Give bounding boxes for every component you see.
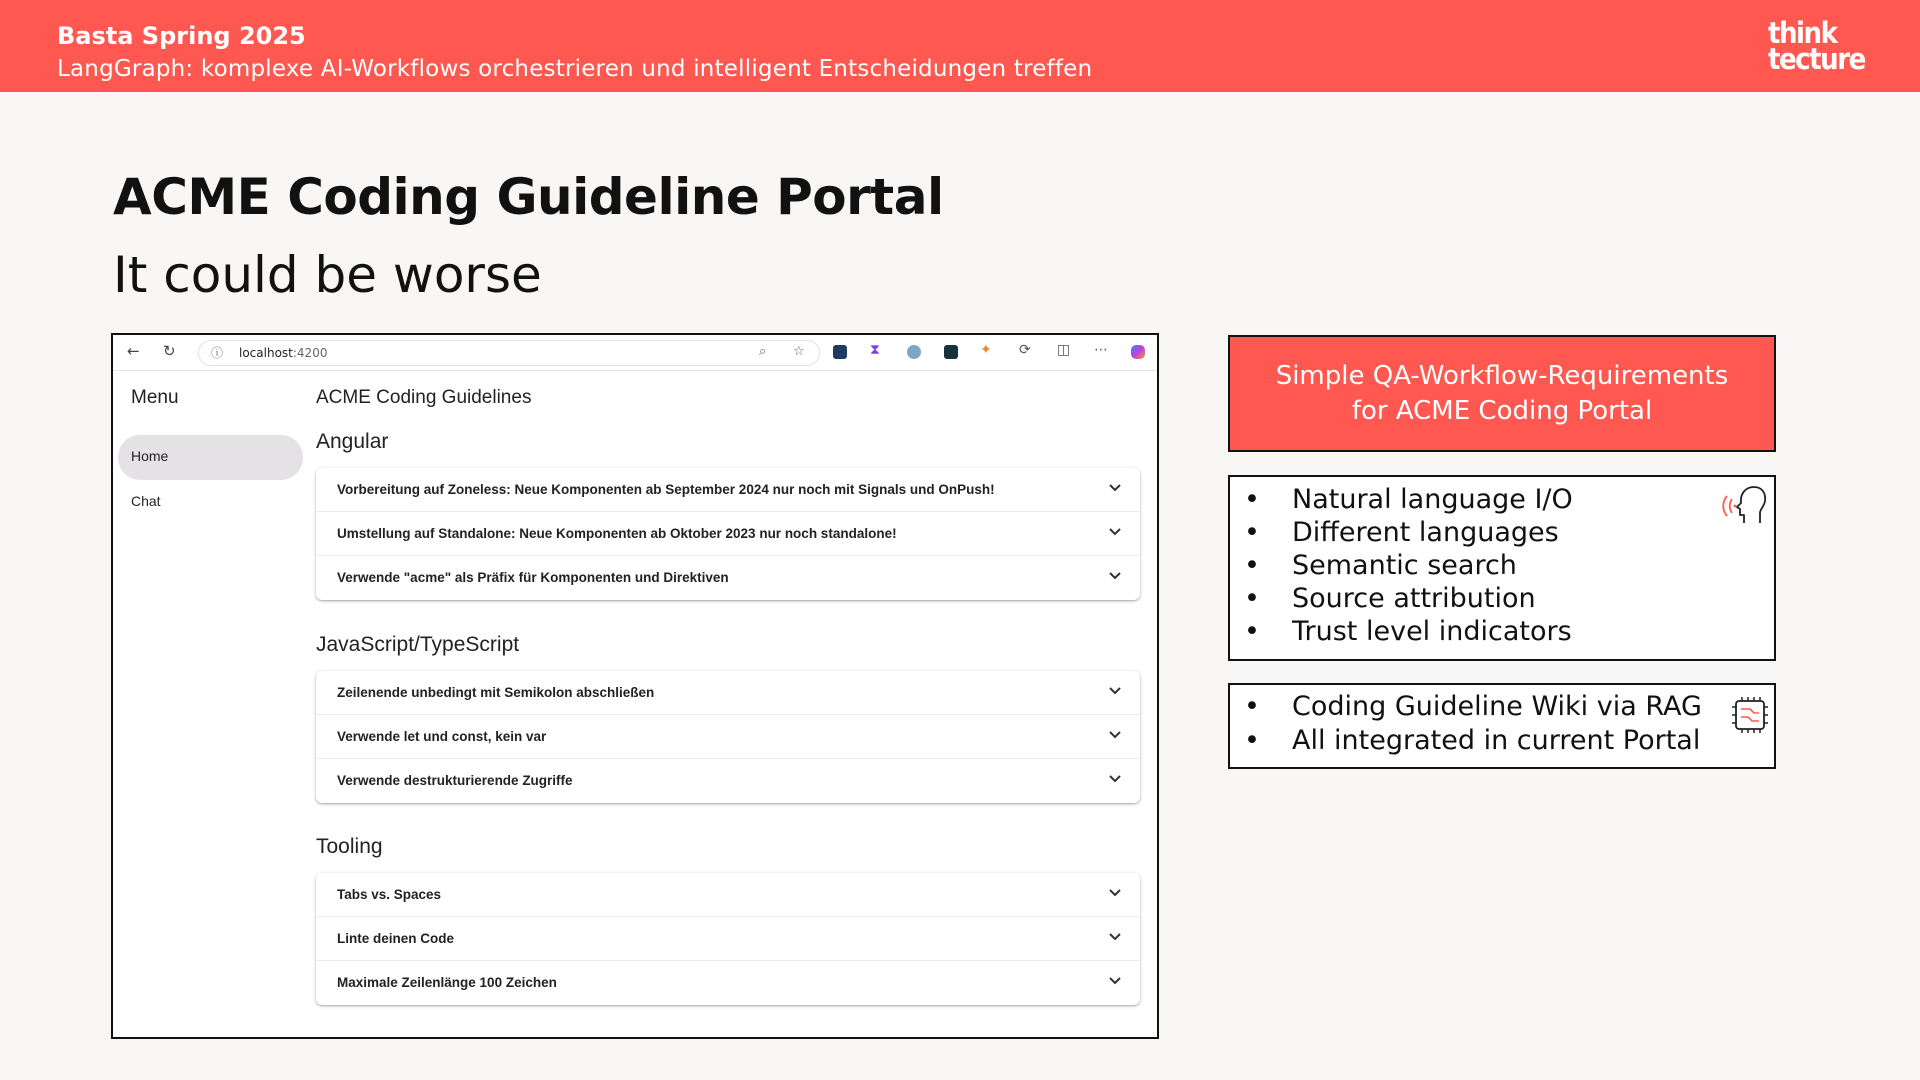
chevron-down-icon bbox=[1108, 483, 1122, 493]
chevron-down-icon bbox=[1108, 730, 1122, 740]
guideline-row[interactable] bbox=[316, 468, 1140, 512]
guideline-row[interactable] bbox=[316, 556, 1140, 600]
guideline-row[interactable] bbox=[316, 715, 1140, 759]
list-item: • All integrated in current Portal bbox=[1242, 724, 1702, 758]
section-heading-angular: Angular bbox=[316, 430, 389, 453]
guideline-label: Verwende "acme" als Präfix für Komponenten und Direktiven bbox=[337, 570, 729, 585]
requirements-title-box bbox=[1228, 335, 1776, 452]
talk-title: LangGraph: komplexe AI-Workflows orchestrieren und intelligent Entscheidungen treffen bbox=[57, 56, 1093, 82]
expansion-panel-group-javascript bbox=[316, 671, 1140, 803]
chevron-down-icon bbox=[1108, 571, 1122, 581]
list-item: • Coding Guideline Wiki via RAG bbox=[1242, 690, 1702, 724]
reload-icon[interactable]: ↻ bbox=[163, 342, 176, 360]
requirements-title bbox=[1230, 359, 1774, 429]
copilot-icon[interactable] bbox=[1131, 345, 1145, 359]
list-item: • Semantic search bbox=[1242, 549, 1573, 582]
extension-icon-4[interactable] bbox=[944, 345, 958, 359]
list-item: • Trust level indicators bbox=[1242, 615, 1573, 648]
browser-screenshot bbox=[111, 333, 1159, 1039]
guideline-label: Maximale Zeilenlänge 100 Zeichen bbox=[337, 975, 557, 990]
guideline-row[interactable] bbox=[316, 917, 1140, 961]
extension-icon-1[interactable] bbox=[833, 345, 847, 359]
split-view-icon[interactable]: ◫ bbox=[1057, 342, 1071, 358]
thinktecture-logo bbox=[1768, 16, 1865, 76]
menu-item-home-label: Home bbox=[131, 448, 169, 464]
more-icon[interactable]: ⋯ bbox=[1094, 342, 1108, 358]
guideline-label: Umstellung auf Standalone: Neue Komponenten ab Oktober 2023 nur noch standalone! bbox=[337, 526, 897, 541]
section-heading-tooling: Tooling bbox=[316, 835, 383, 858]
puzzle-icon[interactable]: ⟳ bbox=[1019, 342, 1031, 358]
browser-toolbar bbox=[113, 335, 1157, 371]
chevron-down-icon bbox=[1108, 976, 1122, 986]
chip-icon bbox=[1730, 695, 1770, 735]
zoom-icon[interactable]: ⌕ bbox=[759, 344, 767, 359]
guideline-label: Verwende destrukturierende Zugriffe bbox=[337, 773, 573, 788]
slide-title: ACME Coding Guideline Portal bbox=[113, 168, 944, 226]
guideline-row[interactable] bbox=[316, 961, 1140, 1005]
requirements-list-2 bbox=[1242, 690, 1702, 758]
speaking-head-icon bbox=[1720, 483, 1768, 529]
list-item: • Different languages bbox=[1242, 516, 1573, 549]
menu-title: Menu bbox=[131, 387, 179, 408]
expansion-panel-group-tooling bbox=[316, 873, 1140, 1005]
requirements-list-box-2 bbox=[1228, 683, 1776, 769]
address-bar[interactable] bbox=[198, 340, 820, 366]
url-text bbox=[239, 346, 327, 360]
chevron-down-icon bbox=[1108, 774, 1122, 784]
event-name: Basta Spring 2025 bbox=[57, 22, 306, 50]
chevron-down-icon bbox=[1108, 686, 1122, 696]
list-item: • Natural language I/O bbox=[1242, 483, 1573, 516]
guideline-row[interactable] bbox=[316, 759, 1140, 803]
guideline-label: Verwende let und const, kein var bbox=[337, 729, 547, 744]
requirements-title-line-1: Simple QA-Workflow-Requirements bbox=[1275, 361, 1729, 391]
guideline-label: Zeilenende unbedingt mit Semikolon abschließen bbox=[337, 685, 655, 700]
logo-line-1: think bbox=[1768, 16, 1837, 50]
extension-icon-5[interactable]: ✦ bbox=[980, 342, 992, 358]
menu-item-home[interactable] bbox=[118, 435, 303, 480]
url-port: :4200 bbox=[292, 346, 328, 360]
menu-item-chat[interactable]: Chat bbox=[131, 493, 161, 509]
logo-line-2: tecture bbox=[1768, 42, 1865, 76]
back-icon[interactable]: ← bbox=[127, 342, 140, 360]
guideline-label: Tabs vs. Spaces bbox=[337, 887, 442, 902]
slide-subtitle: It could be worse bbox=[113, 246, 542, 304]
section-heading-javascript: JavaScript/TypeScript bbox=[316, 633, 520, 656]
guideline-row[interactable] bbox=[316, 671, 1140, 715]
info-icon[interactable]: ⓘ bbox=[211, 346, 224, 360]
guideline-row[interactable] bbox=[316, 512, 1140, 556]
guideline-label: Vorbereitung auf Zoneless: Neue Komponenten ab September 2024 nur noch mit Signals und OnPush! bbox=[337, 482, 995, 497]
url-host: localhost bbox=[239, 346, 293, 360]
header-bar bbox=[0, 0, 1920, 92]
expansion-panel-group-angular bbox=[316, 468, 1140, 600]
content-title: ACME Coding Guidelines bbox=[316, 387, 532, 408]
chevron-down-icon bbox=[1108, 932, 1122, 942]
star-icon[interactable]: ☆ bbox=[793, 344, 805, 359]
requirements-list-box-1 bbox=[1228, 475, 1776, 661]
chevron-down-icon bbox=[1108, 527, 1122, 537]
requirements-list-1 bbox=[1242, 483, 1573, 648]
list-item: • Source attribution bbox=[1242, 582, 1573, 615]
guideline-label: Linte deinen Code bbox=[337, 931, 455, 946]
extension-icon-2[interactable]: ⧗ bbox=[870, 342, 880, 358]
extension-icon-3[interactable] bbox=[907, 345, 921, 359]
requirements-title-line-2: for ACME Coding Portal bbox=[1351, 396, 1653, 426]
guideline-row[interactable] bbox=[316, 873, 1140, 917]
chevron-down-icon bbox=[1108, 888, 1122, 898]
